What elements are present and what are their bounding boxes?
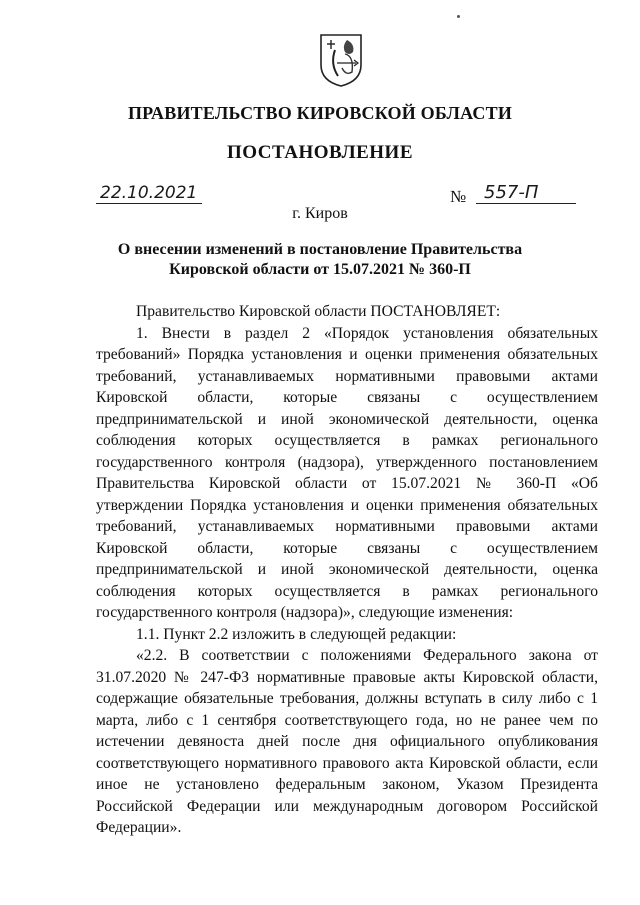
number-underline <box>476 203 576 204</box>
paragraph-item-1: 1. Внести в раздел 2 «Порядок установления обязательных требований» Порядка установления и оценки применения обязательных требований, устанавливаемых нормативными правовыми актами Кировской области, которые связаны с осуществлением предпринимательской и иной экономической деятельности, оценка соблюдения которых осуществляется в рамках регионального государственного контроля (надзора), утвержденного постановлением Правительства Кировской области от 15.07.2021 № 360-П «Об утверждении Порядка установления и оценки применения обязательных требований, устанавливаемых нормативными правовыми актами Кировской области, которые связаны с осуществлением предпринимательской и иной экономической деятельности, оценка соблюдения которых осуществляется в рамках регионального государственного контроля (надзора)», следующие изменения: <box>96 324 598 621</box>
number-sign: № <box>450 187 467 206</box>
subject-line-2: Кировской области от 15.07.2021 № 360-П <box>169 261 471 278</box>
paragraph-preamble: Правительство Кировской области ПОСТАНОВЛЯЕТ: <box>136 303 501 320</box>
document-date: 22.10.2021 <box>100 183 198 203</box>
subject-line-1: О внесении изменений в постановление Правительства <box>117 241 523 258</box>
document-subject <box>0 240 640 280</box>
city: г. Киров <box>292 205 348 222</box>
document-type: ПОСТАНОВЛЕНИЕ <box>226 142 414 163</box>
paragraph-clause-2-2: «2.2. В соответствии с положениями Федерального закона от 31.07.2020 № 247-ФЗ нормативные правовые акты Кировской области, содержащие обязательные требования, должны вступать в силу либо с 1 марта, либо с 1 сентября соответствующего года, но не ранее чем по истечении девяноста дней после дня официального опубликования соответствующего нормативного правового акта Кировской области, если иное не установлено федеральным законом, Указом Президента Российской Федерации или международным договором Российской Федерации». <box>96 647 598 836</box>
coat-of-arms-icon <box>318 32 364 88</box>
paragraph-item-1-1: 1.1. Пункт 2.2 изложить в следующей редакции: <box>136 625 457 643</box>
document-number: 557-П <box>484 182 539 203</box>
date-underline <box>96 203 202 204</box>
scan-speck <box>457 15 460 18</box>
document-body <box>96 301 598 839</box>
organization-name: ПРАВИТЕЛЬСТВО КИРОВСКОЙ ОБЛАСТИ <box>127 103 513 123</box>
